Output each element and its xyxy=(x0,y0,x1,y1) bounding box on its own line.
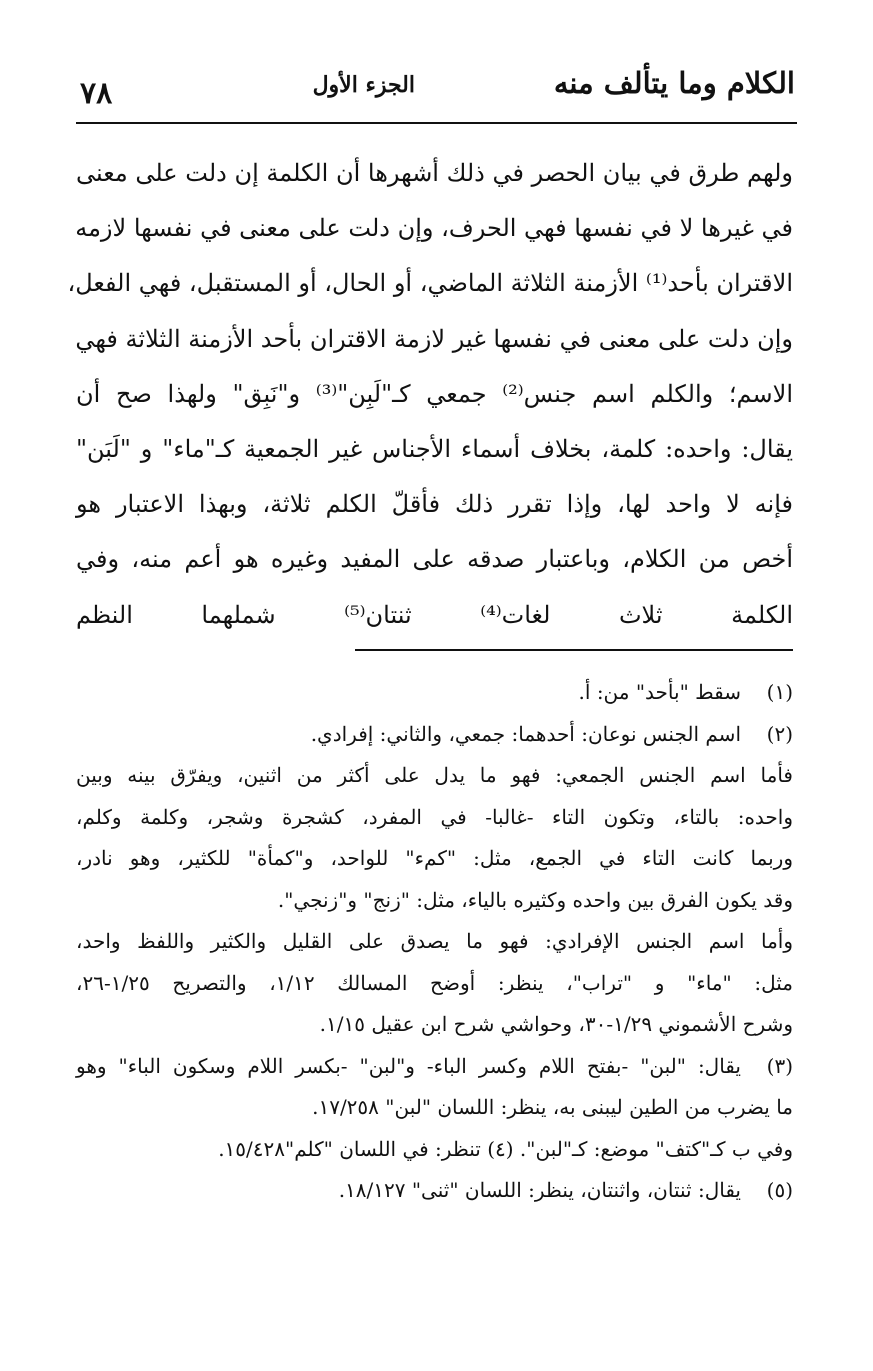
text-line: الاسم؛ والكلم اسم جنس⁽²⁾ جمعي كـ"لَبِن"⁽³⁾ و"نَبِق" ولهذا صح أن xyxy=(76,379,793,408)
footnote-continuation: مثل: "ماء" و "تراب"، ينظر: أوضح المسالك ١/١٢، والتصريح ١/٢٥-٢٦، xyxy=(76,970,793,995)
text-line: الاقتران بأحد⁽¹⁾ الأزمنة الثلاثة الماضي، أو الحال، أو المستقبل، فهي الفعل، xyxy=(67,269,793,298)
footnote-marker: (٥) xyxy=(766,1178,793,1202)
text-line: ولهم طرق في بيان الحصر في ذلك أشهرها أن الكلمة إن دلت على معنى xyxy=(76,159,793,187)
footnote-continuation: واحده: بالتاء، وتكون التاء -غالبا- في المفرد، كشجرة وشجر، وكلمة وكلم، xyxy=(76,804,793,829)
footnote-2 xyxy=(76,714,793,756)
footnotes xyxy=(76,672,793,1212)
text-line: يقال: واحده: كلمة، بخلاف أسماء الأجناس غير الجمعية كـ"ماء" و "لَبَن" xyxy=(76,434,793,463)
footnote-text: سقط "بأحد" من: أ. xyxy=(578,680,741,704)
footnote-marker: (٢) xyxy=(766,721,793,746)
footnote-separator xyxy=(355,649,793,651)
footnote-continuation: وأما اسم الجنس الإفرادي: فهو ما يصدق على القليل والكثير واللفظ واحد، xyxy=(76,929,793,953)
footnote-marker: (٣) xyxy=(766,1053,793,1078)
page-header xyxy=(76,62,797,124)
footnote-text: يقال: "لبن" -بفتح اللام وكسر الباء- و"لبن" -بكسر اللام وسكون الباء" وهو xyxy=(76,1053,741,1078)
footnote-continuation: وربما كانت التاء في الجمع، مثل: "كمء" للواحد، و"كمأة" للكثير، وهو نادر، xyxy=(76,846,793,870)
chapter-title: الكلام وما يتألف منه xyxy=(553,66,795,100)
footnote-continuation: ما يضرب من الطين ليبنى به، ينظر: اللسان "لبن" ١٧/٢٥٨. xyxy=(312,1095,793,1119)
footnote-continuation: فأما اسم الجنس الجمعي: فهو ما يدل على أكثر من اثنين، ويفرّق بينه وبين xyxy=(76,763,793,787)
footnote-1 xyxy=(76,672,793,714)
footnote-5 xyxy=(76,1170,793,1212)
text-line: في غيرها لا في نفسها فهي الحرف، وإن دلت على معنى في نفسها لازمه xyxy=(75,214,793,243)
main-text xyxy=(67,146,793,643)
footnote-text: اسم الجنس نوعان: أحدهما: جمعي، والثاني: إفرادي. xyxy=(310,721,741,746)
footnote-marker: (١) xyxy=(766,680,793,704)
text-line: الكلمة ثلاث لغات⁽⁴⁾ ثنتان⁽⁵⁾ شملهما النظم xyxy=(76,600,793,629)
text-line: فإنه لا واحد لها، وإذا تقرر ذلك فأقلّ الكلم ثلاثة، وبهذا الاعتبار هو xyxy=(76,490,793,519)
volume-label: الجزء الأول xyxy=(312,72,415,98)
footnote-continuation: وفي ب كـ"كتف" موضع: كـ"لبن". (٤) تنظر: في اللسان "كلم"١٥/٤٢٨. xyxy=(218,1136,793,1161)
footnote-text: يقال: ثنتان، واثنتان، ينظر: اللسان "ثنى" ١٨/١٢٧. xyxy=(338,1178,741,1202)
footnote-continuation: وقد يكون الفرق بين واحده وكثيره بالياء، مثل: "زنج" و"زنجي". xyxy=(277,887,793,912)
text-line: وإن دلت على معنى في نفسها غير لازمة الاقتران بأحد الأزمنة الثلاثة فهي xyxy=(75,324,793,353)
text-line: أخص من الكلام، وباعتبار صدقه على المفيد وغيره هو أعم منه، وفي xyxy=(76,545,793,574)
footnote-3 xyxy=(76,1046,793,1088)
footnote-continuation: وشرح الأشموني ١/٢٩-٣٠، وحواشي شرح ابن عقيل ١/١٥. xyxy=(319,1012,793,1036)
page-number: ٧٨ xyxy=(80,76,113,111)
